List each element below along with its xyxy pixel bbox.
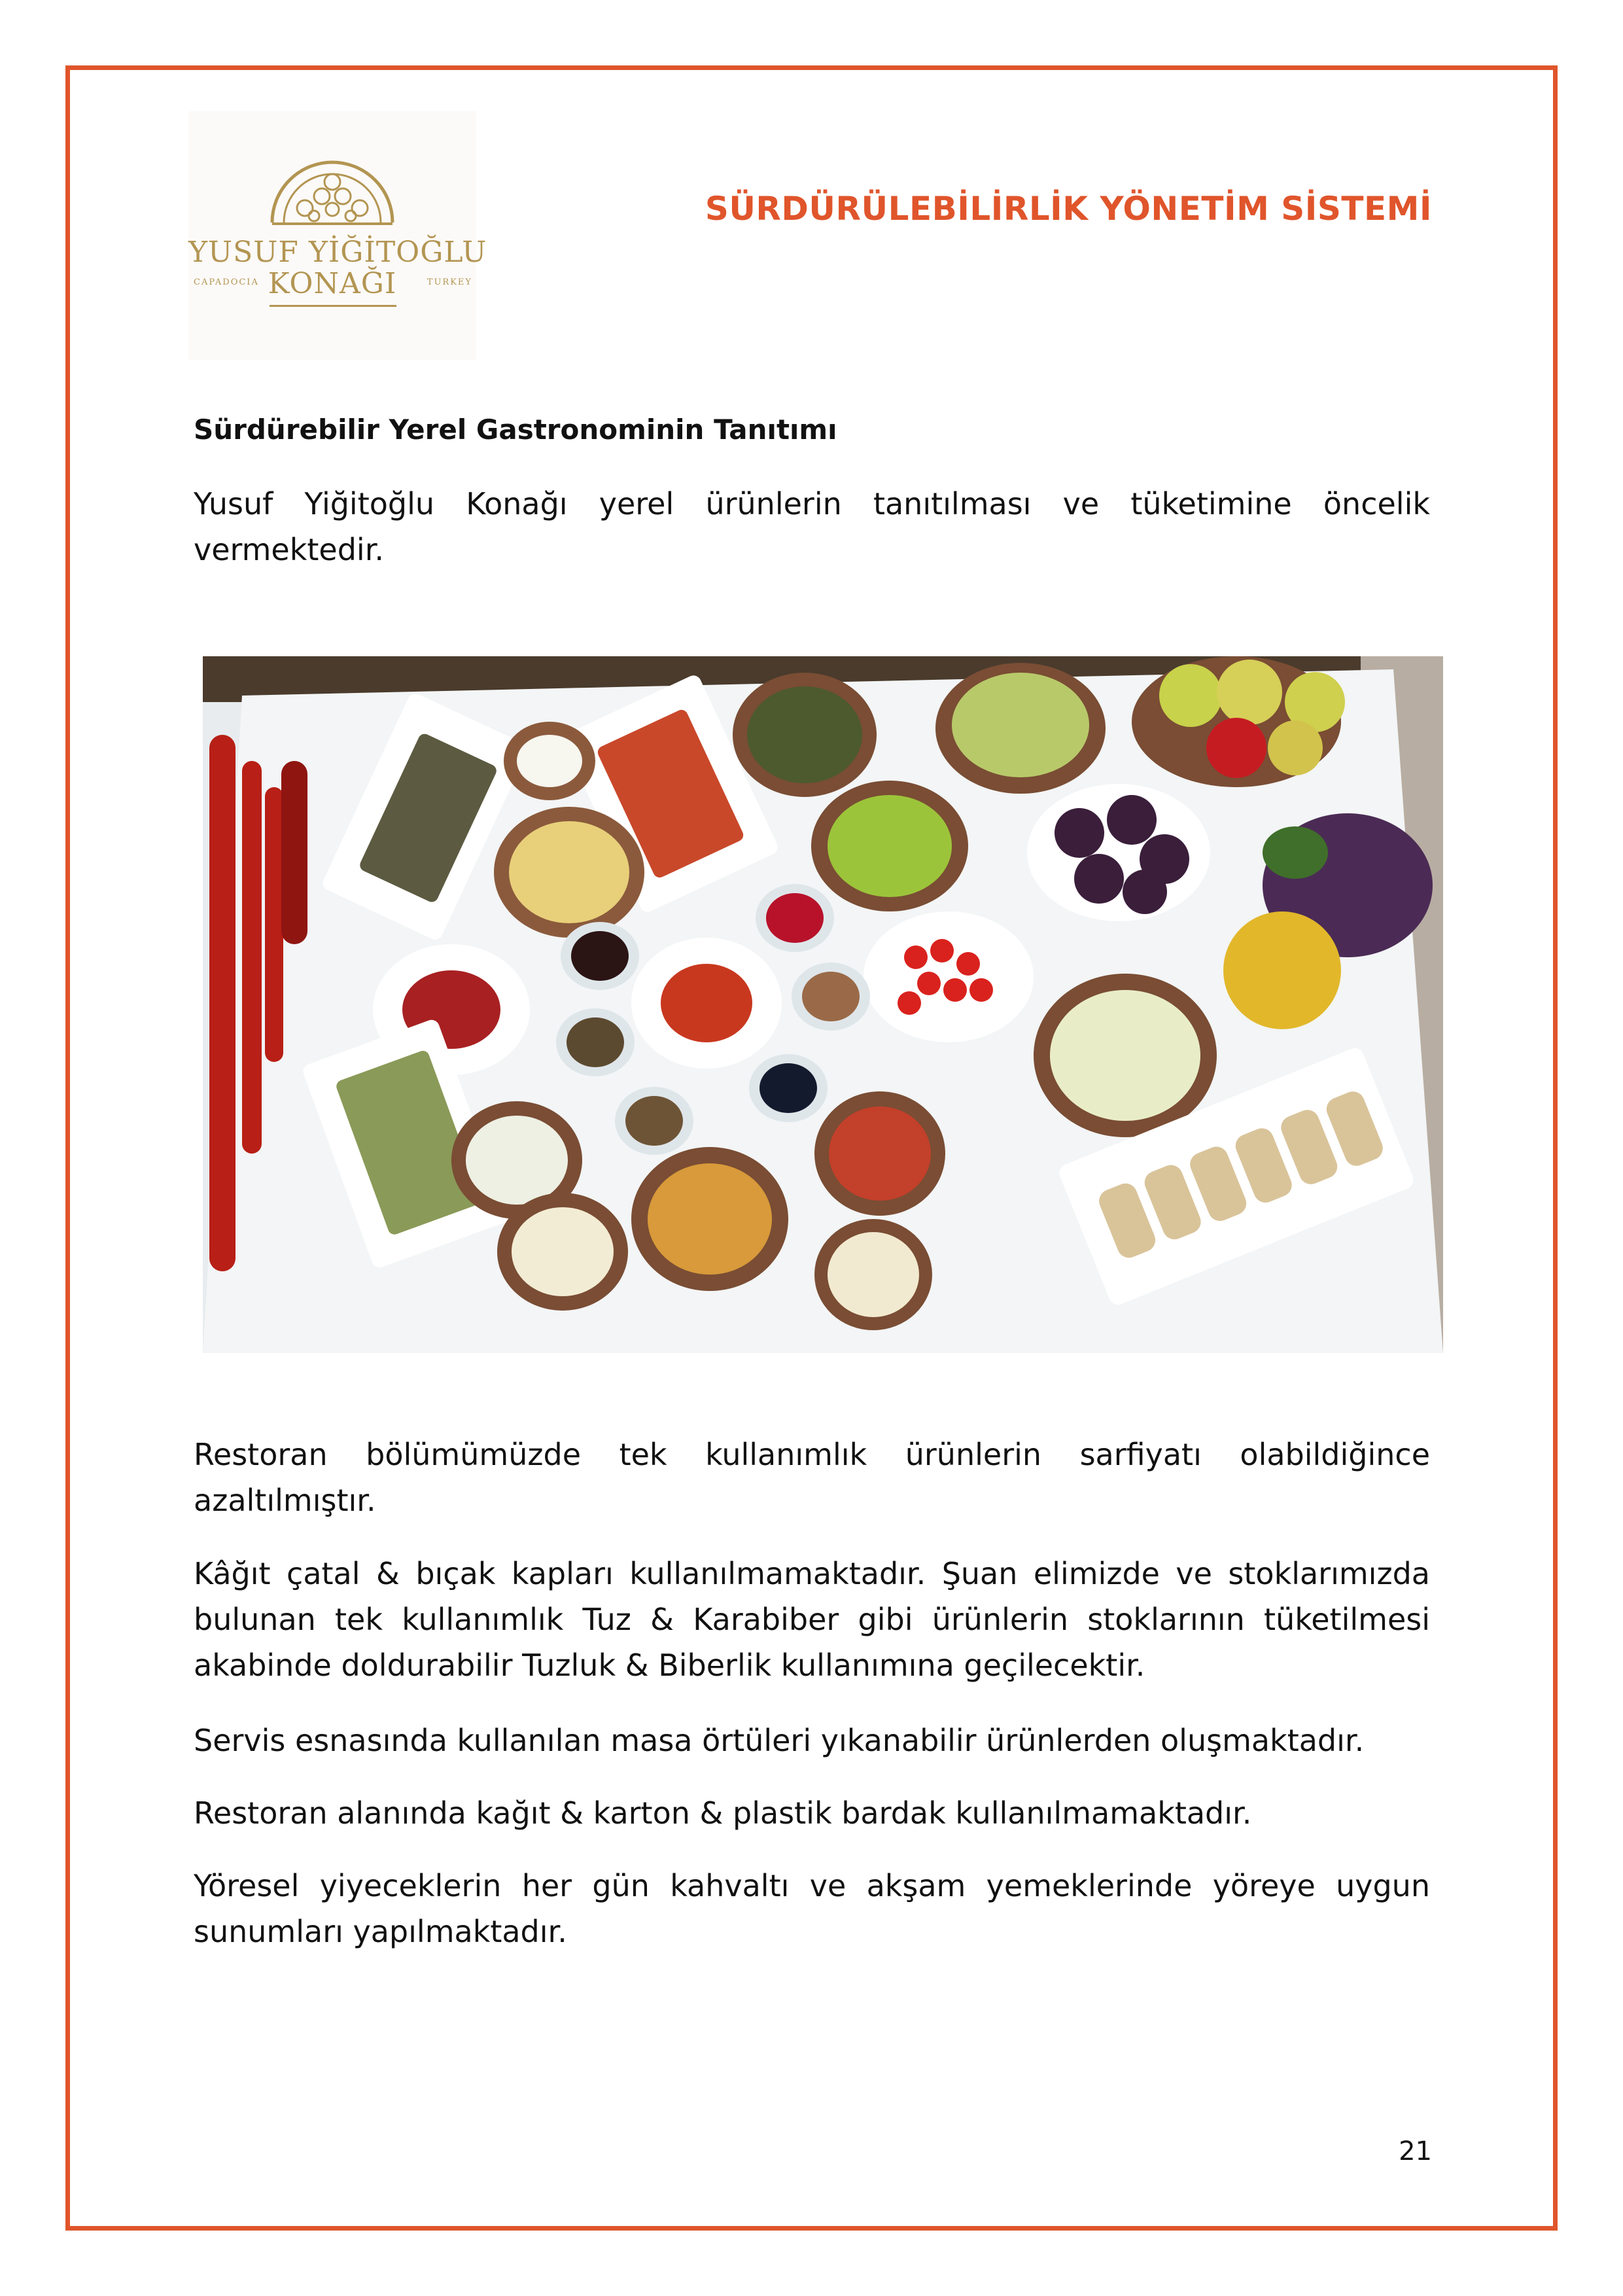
- logo-country-tag: TURKEY: [427, 277, 472, 287]
- page-number: 21: [1399, 2136, 1432, 2166]
- konak-logo: [188, 111, 487, 360]
- section-heading: Sürdürebilir Yerel Gastronominin Tanıtımı: [194, 414, 837, 446]
- food-table-photo: [203, 656, 1443, 1353]
- logo-underline: [270, 305, 396, 307]
- paragraph-local-food: Yöresel yiyeceklerin her gün kahvaltı ve akşam yemeklerinde yöreye uygun sunumları yapılmaktadır.: [194, 1868, 1430, 1949]
- paragraph-tablecloths: Servis esnasında kullanılan masa örtüleri yıkanabilir ürünlerden oluşmaktadır.: [194, 1723, 1365, 1758]
- ornament-arch-icon: [188, 111, 476, 236]
- paragraph-cutlery: Kâğıt çatal & bıçak kapları kullanılmamaktadır. Şuan elimizde ve stoklarımızda bulunan tek kullanımlık Tuz & Karabiber gibi ürünlerin stoklarının tüketilmesi akabinde doldurabilir Tuzluk & Biberlik kullanımına geçilecektir.: [194, 1556, 1430, 1683]
- document-title: SÜRDÜRÜLEBİLİRLİK YÖNETİM SİSTEMİ: [705, 190, 1432, 228]
- paragraph-single-use: Restoran bölümümüzde tek kullanımlık ürünlerin sarfiyatı olabildiğince azaltılmıştır.: [194, 1437, 1430, 1518]
- logo-konak-line: KONAĞI: [268, 267, 397, 300]
- intro-paragraph: Yusuf Yiğitoğlu Konağı yerel ürünlerin tanıtılması ve tüketimine öncelik vermektedir.: [194, 486, 1430, 567]
- logo-location-tag: CAPADOCIA: [194, 277, 259, 287]
- logo-name-line: YUSUF YİĞİTOĞLU: [188, 236, 487, 269]
- paragraph-cups: Restoran alanında kağıt & karton & plastik bardak kullanılmamaktadır.: [194, 1795, 1252, 1831]
